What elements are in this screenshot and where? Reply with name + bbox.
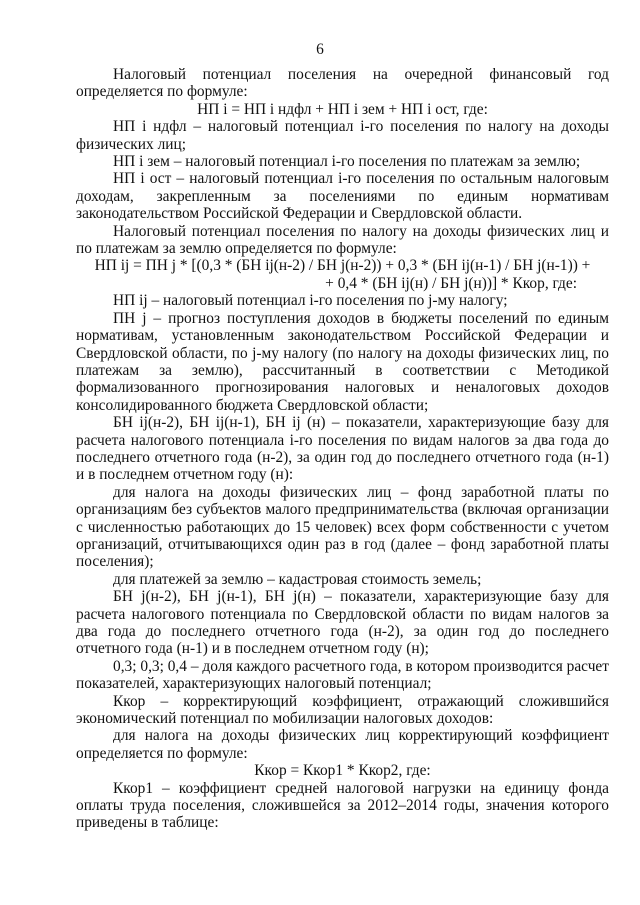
definition-land: НП i зем – налоговый потенциал i-го поселения по платежам за землю; [113,153,581,171]
formula-npij-line-2: + 0,4 * (БН ij(н) / БН j(н))] * Ккор, где: [325,274,577,292]
definition-weights: 0,3; 0,3; 0,4 – доля каждого расчетного года, в котором производится расчет показателей, характеризующих налоговый потенциал; [76,657,609,693]
definition-land-base: для платежей за землю – кадастровая стоимость земель; [113,570,482,588]
definition-kkor: Ккор – корректирующий коэффициент, отражающий сложившийся экономический потенциал по мобилизации налоговых доходов: [76,692,609,728]
definition-bnj: БН j(н-2), БН j(н-1), БН j(н) – показатели, характеризующие базу для расчета налогового потенциала по Свердловской области по видам налогов за два года до последнего отчетного года (н-2), за один год до последнего отчетного года (н-1) и в последнем отчетном году (н); [76,588,609,658]
page-number: 6 [316,41,324,58]
formula-kkor: Ккор = Ккор1 * Ккор2, где: [254,762,431,780]
formula-tax-potential: НП i = НП i ндфл + НП i зем + НП i ост, где: [197,100,488,118]
paragraph-ndfl-land-intro: Налоговый потенциал поселения по налогу на доходы физических лиц и по платежам за землю определяется по формуле: [76,222,609,258]
paragraph-kkor-ndfl: для налога на доходы физических лиц корректирующий коэффициент определяется по формуле: [76,727,609,762]
definition-pnj: ПН j – прогноз поступления доходов в бюджеты поселений по единым нормативам, установленным законодательством Российской Федерации и Свердловской области, по j-му налогу (по налогу на доходы физических лиц, по платежам за землю), рассчитанный в соответствии с Методикой формализованного прогнозирования налоговых и неналоговых доходов консолидированного бюджета Свердловской области; [76,309,609,414]
definition-npij: НП ij – налоговый потенциал i-го поселения по j-му налогу; [113,292,508,310]
definition-ndfl: НП i ндфл – налоговый потенциал i-го поселения по налогу на доходы физических лиц; [76,118,609,153]
paragraph-tax-potential-intro: Налоговый потенциал поселения на очередной финансовый год определяется по формуле: [76,66,609,101]
definition-kkor1: Ккор1 – коэффициент средней налоговой нагрузки на единицу фонда оплаты труда поселения, сложившейся за 2012–2014 годы, значения которого приведены в таблице: [76,779,609,832]
definition-ndfl-base: для налога на доходы физических лиц – фонд заработной платы по организациям без субъектов малого предпринимательства (включая организации с численностью работающих до 15 человек) всех форм собственности с учетом организаций, отчитывающихся один раз в год (далее – фонд заработной платы поселения); [76,483,609,571]
definition-other: НП i ост – налоговый потенциал i-го поселения по остальным налоговым доходам, закрепленным за поселениями по единым нормативам законодательством Российской Федерации и Свердловской области. [76,170,609,223]
definition-bnij: БН ij(н-2), БН ij(н-1), БН ij (н) – показатели, характеризующие базу для расчета налогового потенциала i-го поселения по видам налогов за два года до последнего отчетного года (н-2), за один год до последнего отчетного года (н-1) и в последнем отчетном году (н): [76,414,609,484]
document-body [76,66,609,832]
formula-npij-line-1: НП ij = ПН j * [(0,3 * (БН ij(н-2) / БН j(н-2)) + 0,3 * (БН ij(н-1) / БН j(н-1)) + [94,257,591,275]
